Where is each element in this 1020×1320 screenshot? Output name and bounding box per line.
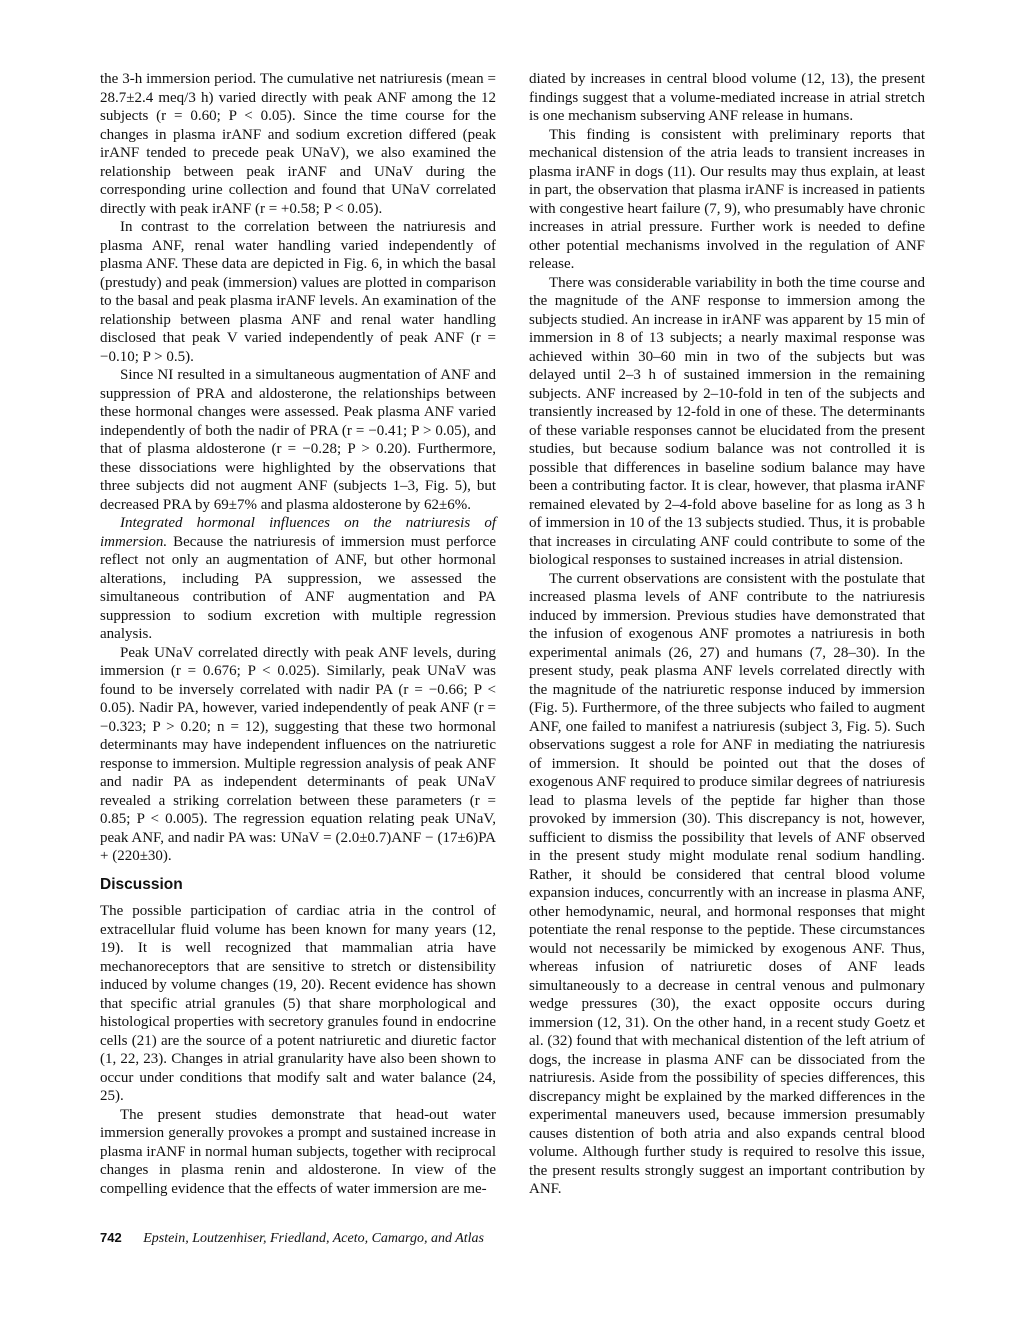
paragraph-text: Because the natriuresis of immersion must perforce reflect not only an augmentation of ANF, but other hormonal alterations, including PA suppression, we assessed the simultaneous contribution of ANF augmentation and PA suppression to sodium excretion with multiple regression analysis. bbox=[100, 533, 496, 642]
left-column bbox=[100, 70, 496, 1198]
paragraph: Since NI resulted in a simultaneous augmentation of ANF and suppression of PRA and aldosterone, the relationships between these hormonal changes were assessed. Peak plasma ANF varied independently of both the nadir of PRA (r = −0.41; P > 0.05), and that of plasma aldosterone (r = −0.28; P > 0.20). Furthermore, these dissociations were highlighted by the observations that three subjects did not augment ANF (subjects 1–3, Fig. 5), but decreased PRA by 69±7% and plasma aldosterone by 62±6%. bbox=[100, 367, 496, 513]
section-heading: Discussion bbox=[100, 875, 183, 893]
page-number: 742 bbox=[100, 1230, 122, 1245]
paragraph: The present studies demonstrate that head-out water immersion generally provokes a prompt and sustained increase in plasma irANF in normal human subjects, together with reciprocal changes in plasma renin and aldosterone. In view of the compelling evidence that the effects of water immersion are me- bbox=[100, 1106, 496, 1197]
right-column bbox=[529, 70, 925, 1199]
running-authors: Epstein, Loutzenhiser, Friedland, Aceto, Camargo, and Atlas bbox=[143, 1231, 484, 1246]
paragraph: This finding is consistent with preliminary reports that mechanical distension of the atria leads to transient increases in plasma irANF in dogs (11). Our results may thus explain, at least in part, the observation that plasma irANF is increased in patients with congestive heart failure (7, 9), who presumably have chronic increases in atrial pressure. Further work is needed to define other potential mechanisms involved in the regulation of ANF release. bbox=[529, 126, 925, 272]
paragraph: the 3-h immersion period. The cumulative net natriuresis (mean = 28.7±2.4 meq/3 h) varied directly with peak ANF among the 12 subjects (r = 0.60; P < 0.05). Since the time course for the changes in plasma irANF and sodium excretion differed (peak irANF tended to precede peak UNaV), we also examined the relationship between peak irANF and UNaV during the corresponding urine collection and found that UNaV correlated directly with peak irANF (r = +0.58; P < 0.05). bbox=[100, 71, 496, 217]
paragraph: The possible participation of cardiac atria in the control of extracellular fluid volume has been known for many years (12, 19). It is well recognized that mammalian atria have mechanoreceptors that are sensitive to stretch or distensibility induced by volume changes (19, 20). Recent evidence has shown that specific atrial granules (5) that share morphological and histological properties with secretory granules found in endocrine cells (21) are the source of a potent natriuretic and diuretic factor (1, 22, 23). Changes in atrial granularity have also been shown to occur under conditions that modify salt and water balance (24, 25). bbox=[100, 903, 496, 1104]
run-in-heading: Integrated hormonal influences on the natriuresis of immersion. bbox=[100, 515, 496, 550]
paragraph: There was considerable variability in both the time course and the magnitude of the ANF response to immersion among the subjects studied. An increase in irANF was apparent by 15 min of immersion in 8 of 13 subjects; a nearly maximal response was achieved within 30–60 min in two of the subjects but was delayed until 2–3 h of sustained immersion in the remaining subjects. ANF increased by 2–10-fold in ten of the subjects and transiently increased by 12-fold in one of these. The determinants of these variable responses cannot be elucidated from the present studies, but because sodium balance was not controlled it is possible that differences in baseline sodium balance may have been a contributing factor. It is clear, however, that plasma irANF remained elevated by 2–4-fold above baseline for as long as 3 h of immersion in 10 of the 13 subjects studied. Thus, it is probable that increases in circulating ANF could contribute to some of the biological responses to sustained increases in atrial distension. bbox=[529, 274, 925, 568]
paragraph: diated by increases in central blood volume (12, 13), the present findings suggest that a volume-mediated increase in atrial stretch is one mechanism subserving ANF release in humans. bbox=[529, 71, 925, 124]
paragraph bbox=[100, 514, 496, 644]
page-footer bbox=[100, 1229, 700, 1248]
paragraph: In contrast to the correlation between the natriuresis and plasma ANF, renal water handling varied independently of plasma ANF. These data are depicted in Fig. 6, in which the basal (prestudy) and peak (immersion) values are plotted in comparison to the basal and peak plasma irANF levels. An examination of the relationship between plasma ANF and renal water handling disclosed that peak V varied independently of peak ANF (r = −0.10; P > 0.5). bbox=[100, 219, 496, 365]
paragraph: Peak UNaV correlated directly with peak ANF levels, during immersion (r = 0.676; P < 0.025). Similarly, peak UNaV was found to be inversely correlated with nadir PA (r = −0.66; P < 0.05). Nadir PA, however, varied independently of peak ANF (r = −0.323; P > 0.20; n = 12), suggesting that these two hormonal determinants may have independent influences on the natriuretic response to immersion. Multiple regression analysis of peak ANF and nadir PA as independent determinants of peak UNaV revealed a striking correlation between these parameters (r = 0.85; P < 0.005). The regression equation relating peak UNaV, peak ANF, and nadir PA was: UNaV = (2.0±0.7)ANF − (17±6)PA + (220±30). bbox=[100, 644, 496, 864]
paragraph: The current observations are consistent with the postulate that increased plasma levels of ANF contribute to the natriuresis induced by immersion. Previous studies have demonstrated that the infusion of exogenous ANF promotes a natriuresis in both experimental animals (26, 27) and humans (7, 28–30). In the present study, peak plasma ANF levels correlated directly with the magnitude of the natriuretic response induced by immersion (Fig. 5). Furthermore, of the three subjects who failed to augment ANF, one failed to manifest a natriuresis (subject 3, Fig. 5). Such observations suggest a role for ANF in mediating the natriuresis of immersion. It should be pointed out that the doses of exogenous ANF required to produce similar degrees of natriuresis lead to plasma levels of the peptide far higher than those provoked by immersion (30). This discrepancy is not, however, sufficient to dismiss the possibility that levels of ANF observed in the present study might modulate renal sodium handling. Rather, it should be considered that central blood volume expansion induces, concurrently with an increase in plasma ANF, other hemodynamic, neural, and hormonal responses that might potentiate the renal response to the peptide. These circumstances would not necessarily be mimicked by exogenous ANF. Thus, whereas infusion of natriuretic doses of ANF leads simultaneously to a decrease in central venous and pulmonary wedge pressures (30), the exact opposite occurs during immersion (12, 31). On the other hand, in a recent study Goetz et al. (32) found that with mechanical distention of the left atrium of dogs, the increase in plasma ANF can be dissociated from the natriuresis. Aside from the possibility of species differences, this discrepancy might be explained by the marked differences in the experimental maneuvers used, because immersion presumably causes distention of both atria and also expands central blood volume. Although further study is required to resolve this issue, the present results strongly suggest an important contribution by ANF. bbox=[529, 570, 925, 1197]
